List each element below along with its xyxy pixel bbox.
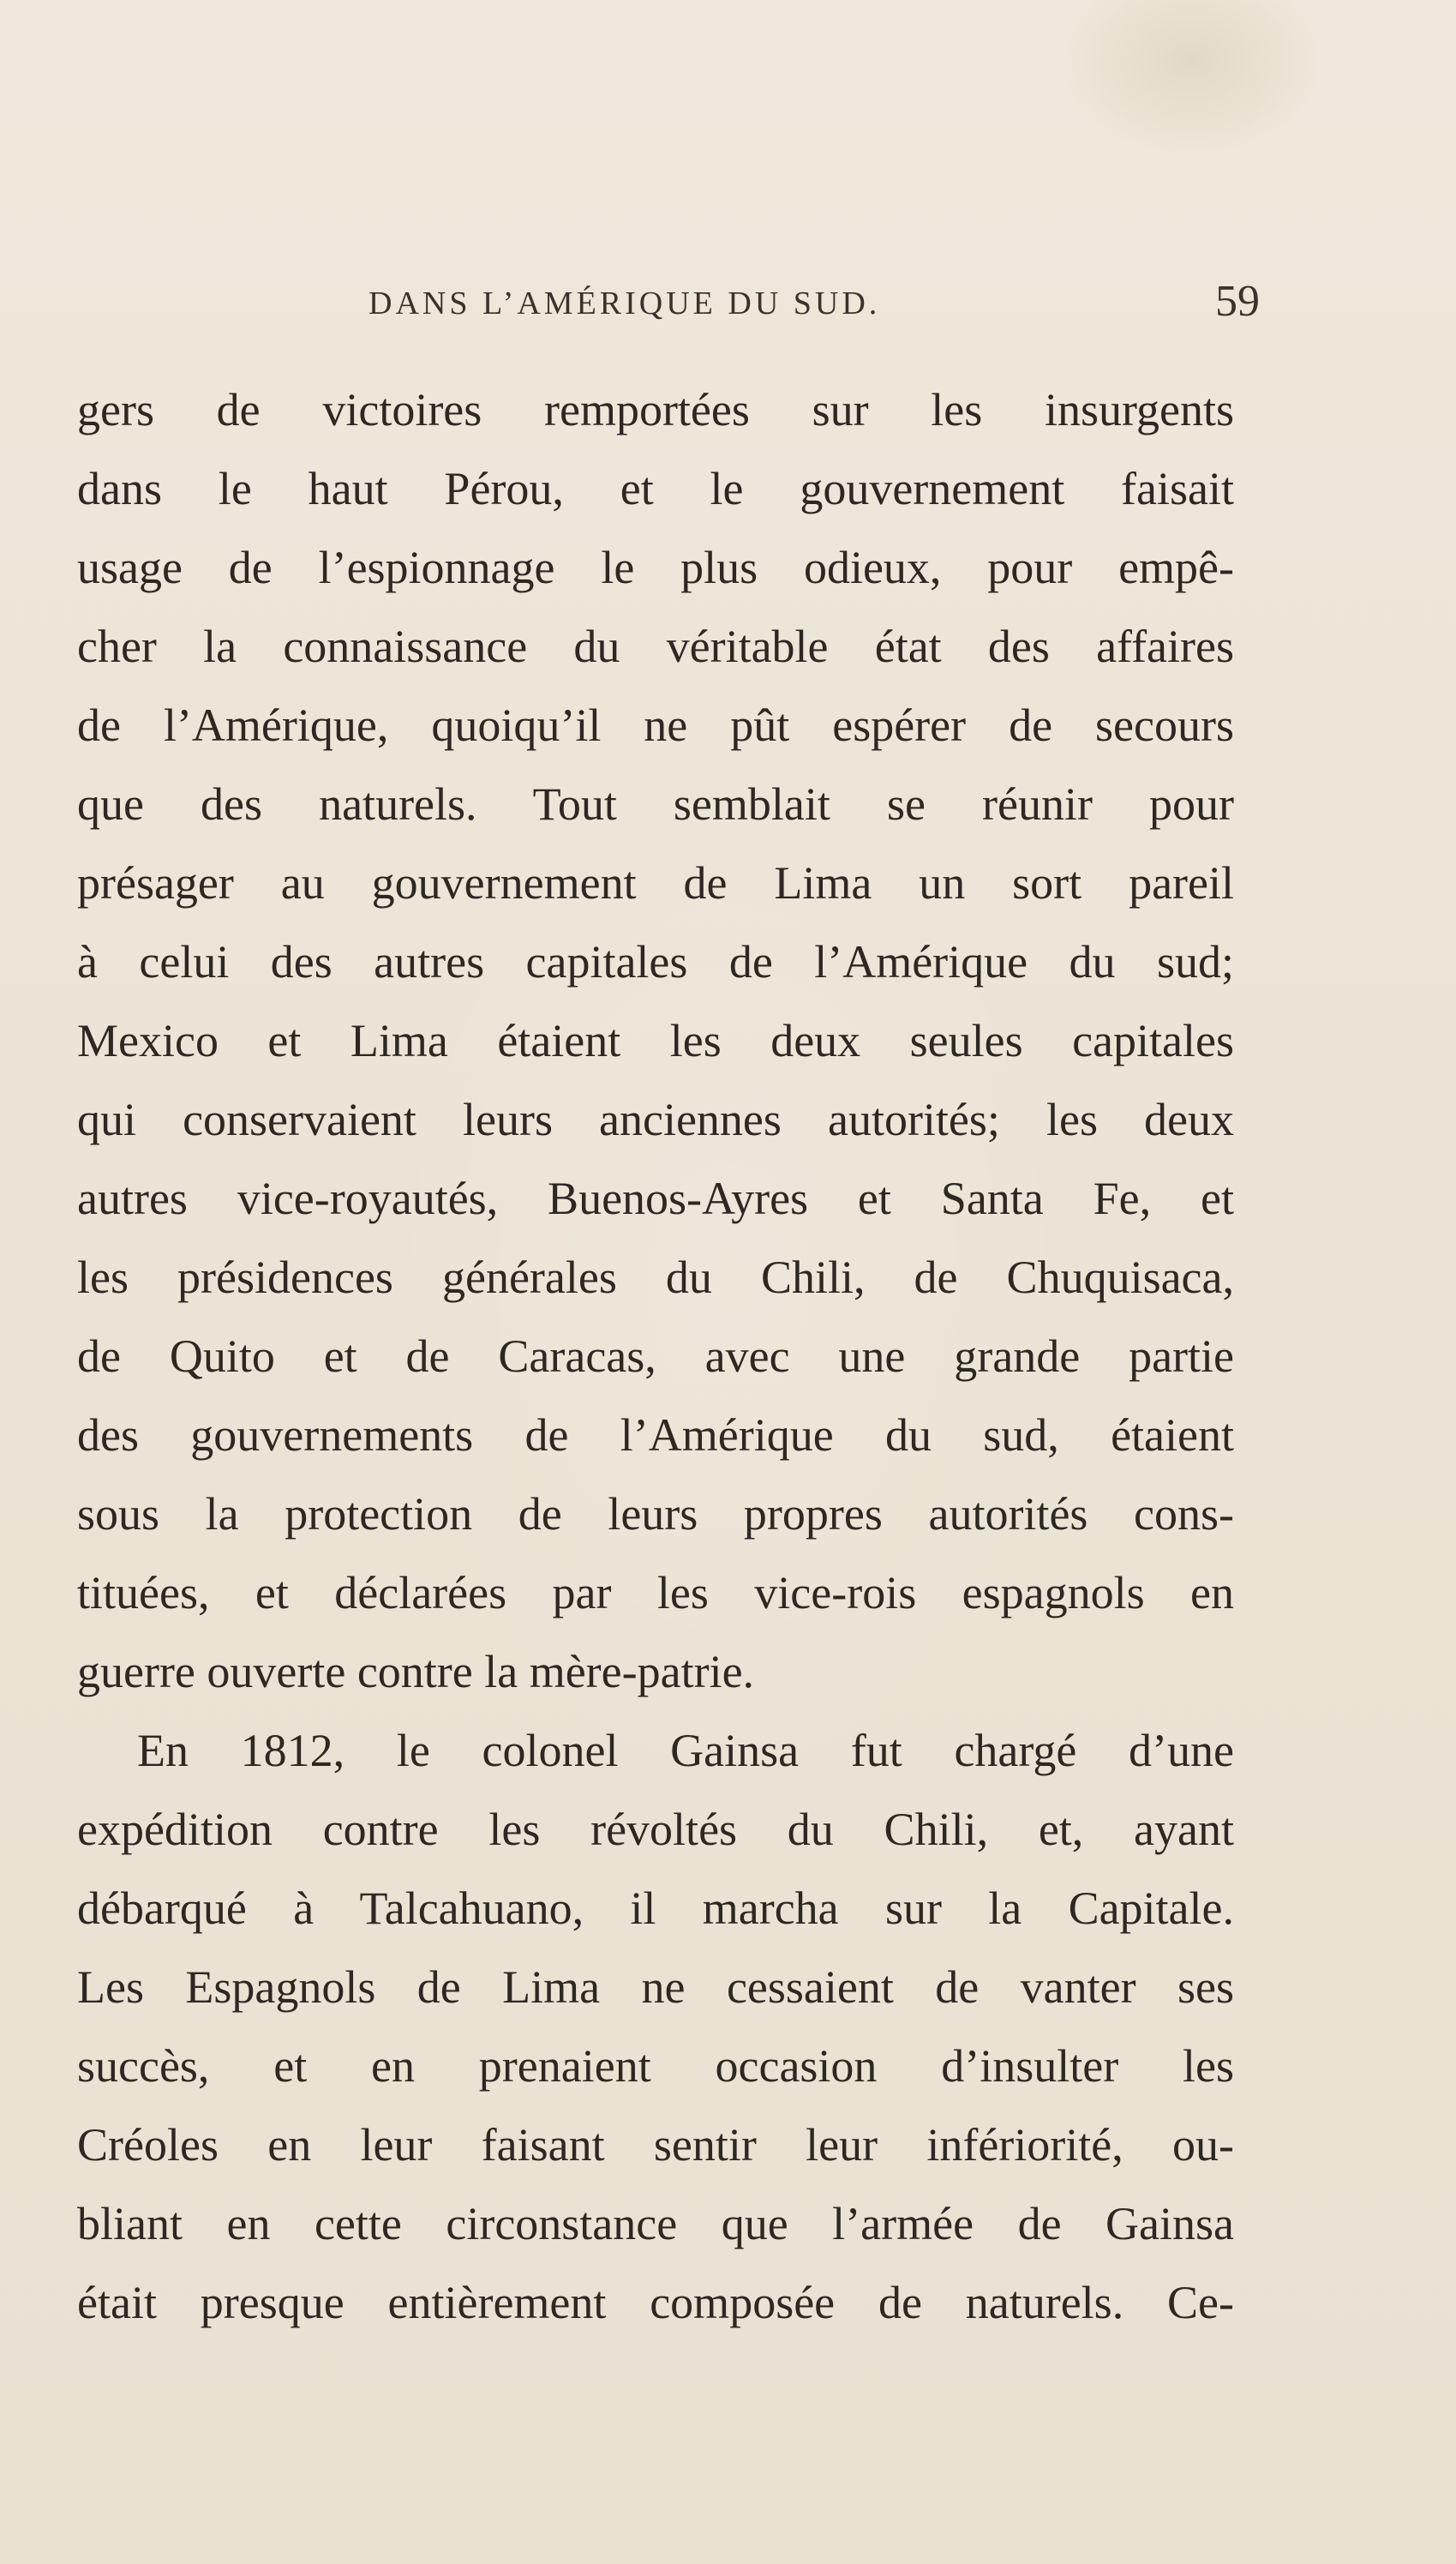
text-line: débarqué à Talcahuano, il marcha sur la Capitale. bbox=[77, 1882, 1234, 1934]
text-line: gers de victoires remportées sur les insurgents bbox=[77, 384, 1234, 435]
text-line: sous la protection de leurs propres autorités cons- bbox=[77, 1488, 1234, 1540]
paragraph-end-line: guerre ouverte contre la mère-patrie. bbox=[77, 1646, 755, 1697]
running-head: DANS L’AMÉRIQUE DU SUD. bbox=[368, 285, 881, 321]
text-line: Mexico et Lima étaient les deux seules capitales bbox=[77, 1015, 1234, 1066]
text-line: Créoles en leur faisant sentir leur infériorité, ou- bbox=[77, 2119, 1234, 2171]
text-line: des gouvernements de l’Amérique du sud, étaient bbox=[77, 1409, 1234, 1461]
text-line: présager au gouvernement de Lima un sort pareil bbox=[77, 857, 1234, 909]
text-line: de l’Amérique, quoiqu’il ne pût espérer de secours bbox=[77, 700, 1234, 751]
text-line: Les Espagnols de Lima ne cessaient de vanter ses bbox=[77, 1961, 1234, 2013]
text-line: usage de l’espionnage le plus odieux, pour empê- bbox=[77, 542, 1234, 593]
text-line: autres vice-royautés, Buenos-Ayres et Santa Fe, et bbox=[77, 1173, 1234, 1224]
text-line: succès, et en prenaient occasion d’insulter les bbox=[77, 2040, 1234, 2092]
text-line: à celui des autres capitales de l’Amérique du sud; bbox=[77, 936, 1234, 988]
text-line: tituées, et déclarées par les vice-rois espagnols en bbox=[77, 1567, 1234, 1618]
text-line: expédition contre les révoltés du Chili, et, ayant bbox=[77, 1804, 1234, 1855]
text-line: de Quito et de Caracas, avec une grande partie bbox=[77, 1330, 1234, 1382]
text-line: cher la connaissance du véritable état des affaires bbox=[77, 621, 1234, 672]
page-header bbox=[77, 276, 1260, 327]
text-line: était presque entièrement composée de naturels. Ce- bbox=[77, 2277, 1234, 2328]
text-line: bliant en cette circonstance que l’armée de Gainsa bbox=[77, 2198, 1234, 2249]
text-line: dans le haut Pérou, et le gouvernement faisait bbox=[77, 463, 1234, 514]
text-line: que des naturels. Tout semblait se réunir pour bbox=[77, 778, 1234, 830]
text-line: qui conservaient leurs anciennes autorités; les deux bbox=[77, 1094, 1234, 1145]
page-number: 59 bbox=[1215, 277, 1260, 326]
text-line: les présidences générales du Chili, de Chuquisaca, bbox=[77, 1252, 1234, 1303]
paragraph-start-line: En 1812, le colonel Gainsa fut chargé d’une bbox=[137, 1725, 1234, 1776]
body-text bbox=[77, 370, 1234, 2342]
